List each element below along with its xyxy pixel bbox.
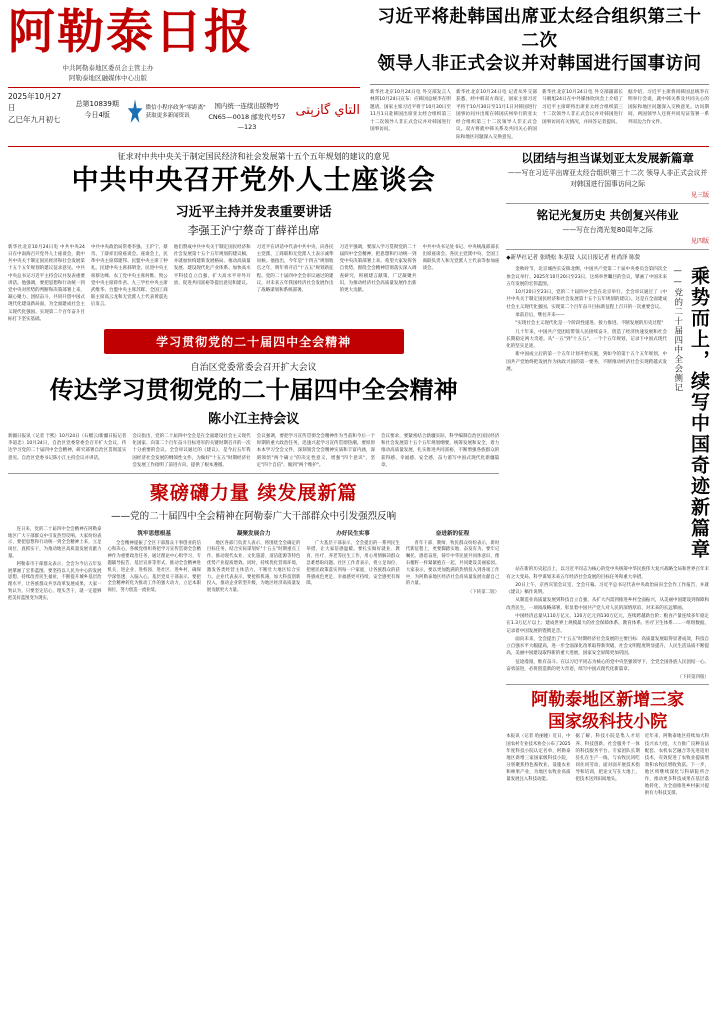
article-column: 中共中央政治局常委李强、王沪宁、蔡奇、丁薛祥出席座谈会。座谈会上，民革中央主席郑建邦、民盟中央主席丁仲礼、民建中央主席郝明金、民进中央主席蔡达峰、农工党中央主席何维、致公党中央主席蒋作君、九三学社中央主席武维华、台盟中央主席苏辉、全国工商联主席高云龙和无党派人士代表黄震先后发言。 — [90, 244, 168, 308]
article-paragraph: 承前启后，继往开来—— — [515, 313, 565, 319]
right-teaser-1-sub: ——写在习近平出席亚太经合组织第三十二次 领导人非正式会议并对韩国进行国事访问之际 — [508, 169, 708, 188]
masthead-meta — [8, 87, 360, 132]
article-column: 会议强调，要把学习宣传贯彻全会精神作为当前和今后一个时期的重大政治任务，迅速兴起学习宣传贯彻热潮。要原原本本学习全会文件，深刻领会全会精神实质和丰富内涵，深刻领悟"两个确立"的决定性意义，增强"四个意识"、坚定"四个自信"、做到"两个维护"。 — [256, 433, 375, 468]
article-column: 中共中央书记处书记、中央统战部部长出席座谈会。各民主党派中央、全国工商联负责人和无党派人士代表等参加座谈会。 — [422, 244, 500, 272]
masthead-left — [8, 6, 360, 141]
article-paragraph: 广大基层干部表示，全会提出的一系列民生举措，让大家倍感温暖。要扎实做好就业、教育、医疗、养老等民生工作，用心用情解决群众急难愁盼问题。社区工作者表示，将立足岗位，把惠民政策落实到每一户家庭，让各族群众的获得感成色更足、幸福感更可持续、安全感更有保障。 — [306, 540, 400, 587]
right-teaser-2-sub: ——写在台湾光复80周年之际 — [562, 226, 653, 235]
continuation-note: （下转第二版） — [467, 590, 500, 596]
article-subheading: 奋进新的征程 — [435, 530, 470, 537]
article-column — [406, 527, 499, 604]
right-teaser-2-page-ref: 见四版 — [690, 237, 709, 245]
article-paragraph: 青年干部、教师、牧民群众纷纷表示，新时代新征程上，更要脚踏实地、奋发有为。要牢记嘱托、感恩奋进，铸牢中华民族共同体意识，像石榴籽一样紧紧抱在一起，共同建设美丽家园。大家表示，要以更加饱满的热情投入到各项工作中，为阿勒泰地区经济社会高质量发展贡献自己的力量。 — [405, 540, 500, 587]
article-column: 会议指出，党的二十届四中全会是在全面建设社会主义现代化国家、向第二个百年奋斗目标进军的关键时期召开的一次十分重要的会议。全会审议通过的《建议》，是今后五年我国经济社会发展的纲领性文件，为做好"十五五"时期经济社会发展工作指明了前进方向、提供了根本遵循。 — [132, 433, 251, 468]
masthead — [8, 6, 709, 141]
teaser-divider — [506, 249, 709, 250]
article-column: 他们赞成中共中央关于制定国民经济和社会发展第十五个五年规划的建议稿，并就加快构建新发展格局、推动高质量发展、建设现代化产业体系、加快高水平科技自立自强、扩大高水平对外开放、促进共同富裕等提出意见和建议。 — [173, 244, 251, 286]
article-subheading: 办好民生实事 — [336, 530, 370, 537]
article-paragraph: 阿勒泰市干部群众表示，全会为今后五年发展擘画了宏伟蓝图。要坚持以人民为中心的发展思想，持续改善民生福祉，不断提升城乡基层治理水平，让各族群众共享改革发展成果。大家一致认为，只要坚定信心、埋头苦干，就一定能够把美好蓝图变为现实。 — [8, 561, 102, 601]
publication-date — [8, 91, 67, 125]
issue-info — [67, 91, 128, 121]
main-story-kicker: 征求对中共中央关于制定国民经济和社会发展第十五个五年规划的建议的意见 — [117, 151, 390, 161]
article-paragraph: 几十年来，中国共产党团结带领人民接续奋斗，创造了经济快速发展和社会长期稳定两大奇迹。从"一五"到"十五五"，一个个五年规划，记录下中国式现代化的坚实足迹。 — [506, 329, 667, 350]
masthead-divider — [8, 146, 709, 147]
main-story-headline: 中共中央召开党外人士座谈会 — [71, 165, 436, 197]
article-column: 习近平强调，要深入学习贯彻党的二十届四中全会精神，把思想和行动统一到党中央决策部署上来。希望大家发挥各自优势，围绕全会精神贯彻落实深入调查研究，积极建言献策，广泛凝聚共识，为推动经济社会高质量发展作出新的更大贡献。 — [339, 244, 417, 293]
story2-sub: 陈小江主持会议 — [208, 411, 300, 427]
article-paragraph: 地区各部门负责人表示，将围绕全会确定的目标任务，结合实际谋划好"十五五"时期重点工作，推动现代农业、文化旅游、清洁能源等特色优势产业提质增效。同时，持续优化营商环境，激发各类经营主体活力，不断壮大地区综合实力。企业代表表示，要抢抓机遇，加大科技创新投入，推动企业转型升级，为地区经济高质量发展贡献更大力量。 — [206, 540, 301, 594]
article-column — [207, 527, 300, 604]
right-byline: ◆新华社记者 张晓松 朱基钗 人民日报记者 杜尚泽 陈贽 — [506, 254, 641, 261]
article-paragraph: 从制造业高质量发展到科技自立自强，从扩大内需到推进乡村全面振兴，从美丽中国建设到保障和改善民生，一项项战略部署，彰显着中国共产党人对人民的深情厚谊、对未来的长远擘画。 — [506, 598, 709, 611]
story2-headline: 传达学习贯彻党的二十届四中全会精神 — [49, 374, 458, 404]
story2-columns — [8, 433, 499, 469]
main-story-sub-2: 李强王沪宁蔡奇丁薛祥出席 — [187, 223, 320, 237]
star-icon — [127, 99, 142, 125]
lead-column: 新华社北京10月24日电 外交部发言人林剑10月24日宣布：应韩国总统李在明邀请，国家主席习近平将于10月30日至11月1日赴韩国出席亚太经合组织第三十二次领导人非正式会议并对韩国进行国事访问。 — [370, 89, 451, 133]
lead-headline-line-2: 领导人非正式会议并对韩国进行国事访问 — [377, 54, 702, 75]
story3-headline: 聚磅礴力量 续发展新篇 — [149, 481, 358, 504]
teaser-divider — [506, 203, 709, 204]
story3-columns — [8, 527, 499, 604]
vertical-headline: 乘势而上，续写中国奇迹新篇章 — [688, 266, 710, 561]
badge-text: 微信小程序政务"零距离" 获取更多新闻资讯 — [145, 104, 206, 120]
newspaper-title: 阿勒泰日报 — [8, 5, 253, 60]
story3-sub: ——党的二十届四中全会精神在阿勒泰广大干部群众中引发强烈反响 — [111, 510, 397, 522]
continuation-note: （下转第四版） — [677, 675, 709, 681]
lead-column: 新华社北京10月24日电 记者从外交部获悉，经中韩双方商定，国家主席习近平将于10月30日至11月1日对韩国进行国事访问并出席在韩国庆州举行的亚太经合组织第三十二次领导人非正式会议。双方将就中韩关系及共同关心的国际和地区问题深入交换意见。 — [456, 89, 537, 140]
article-column — [306, 527, 399, 604]
right-teaser-1-page-ref: 见三版 — [690, 191, 709, 199]
article-paragraph: 金秋时节，北京城西长安街北侧，中国共产党第二十届中央委员会第四次全体会议举行。2025年10月20日至23日，这场举世瞩目的会议，擘画了中国未来五年发展的宏伟蓝图。 — [506, 267, 667, 287]
section-banner: 学习贯彻党的二十届四中全会精神 — [104, 329, 404, 354]
registration-info: 国内统一连续出版物号CN65—0018 邮发代号57—123 — [208, 102, 286, 131]
article-column — [8, 527, 101, 604]
article-paragraph: 中国经济总量从110万亿元、120万亿元到130万亿元，连续跨越新台阶；粮食产量连续多年稳定在1.3万亿斤以上；建成世界上规模最大的社会保障体系、教育体系、医疗卫生体系……一组组数据，记录着中国发展的铿锵足音。 — [506, 614, 709, 634]
vertical-subheadline: ——党的二十届四中全会侧记 — [672, 266, 683, 393]
article-column: 会议要求，要紧密结合新疆实际，科学编制自治区国民经济和社会发展第十五个五年规划纲要，统筹发展和安全，着力推动高质量发展，扎实推进共同富裕，不断增强各族群众的获得感、幸福感、安全感，奋力谱写中国式现代化新疆篇章。 — [380, 433, 500, 468]
article-column — [107, 527, 200, 604]
article-subheading: 筑牢思想根基 — [137, 530, 171, 537]
article-column: 新华社北京10月24日电 中共中央24日在中南海召开党外人士座谈会，就中共中央关于制定国民经济和社会发展第十五个五年规划的建议征求意见。中共中央总书记习近平主持会议并发表重要讲话。他强调，要把思想和行动统一到党中央对形势的判断和决策部署上来，凝心聚力、团结奋斗，共同开创中国式现代化建设新局面，为全面建成社会主义现代化强国、实现第二个百年奋斗目标打下坚实基础。 — [8, 244, 85, 322]
bottom-headline-line-2: 国家级科技小院 — [548, 712, 668, 733]
article-paragraph: 连日来，党的二十届四中全会精神在阿勒泰地区广大干部群众中引发热烈反响。大家纷纷表示，要把思想和行动统一到全会精神上来，立足岗位、真抓实干，为推动地区高质量发展贡献力量。 — [8, 526, 102, 559]
story2-kicker: 自治区党委常委会召开扩大会议 — [190, 362, 317, 373]
article-paragraph: 新中国成立后的第一个五年计划开始实施，到如今的第十五个五年规划，中国共产党始终把发展作为执政兴国的第一要务，不断推动经济社会实现跨越式发展。 — [506, 352, 667, 372]
right-divider — [506, 684, 709, 685]
article-subheading: 凝聚发展合力 — [236, 530, 271, 537]
article-column: 习近平在讲话中代表中共中央，向各民主党派、工商联和无党派人士表示诚挚问候。他指出，今年是"十四五"规划收官之年，明年将开启"十五五"规划新征程。党的二十届四中全会审议通过的建议，对未来五年我国经济社会发展作出了战略谋划和系统部署。 — [256, 244, 334, 293]
article-column: 据了解，科技小院是集人才培养、科技创新、社会服务于一体的科技服务平台。专家团队长期驻扎在生产一线，与农牧民同吃同住同劳动，面对面开展技术指导和培训，把论文写在大地上，把技术送到田间地头。 — [575, 734, 640, 782]
bottom-story-headline — [506, 689, 709, 733]
article-column: 近年来，阿勒泰地区持续加大科技兴农力度，大力推广良种良法配套、农机农艺融合等先进适用技术，有效促进了农牧业提质增效和农牧民增收致富。下一步，地区将继续深化与科研院所合作，推动更多科技成果在基层落地转化，为全面推进乡村振兴提供有力科技支撑。 — [644, 734, 709, 796]
bottom-headline-line-1: 阿勒泰地区新增三家 — [531, 690, 685, 711]
article-paragraph: 面向未来，全会提出了"十五五"时期经济社会发展的主要目标：高质量发展取得显著成效，科技自立自强水平大幅提高，进一步全面深化改革取得新突破，社会文明程度明显提升，人民生活品质不断提高，美丽中国建设取得新的重大进展，国家安全屏障更加巩固。 — [506, 636, 709, 657]
lead-body — [370, 84, 709, 141]
page-count: 今日4版 — [84, 111, 110, 120]
main-story-columns — [8, 244, 499, 323]
article-column: 新疆日报讯（记者 于熙）10月24日（石榴云/新疆日报记者 李道忠）10月24日，自治区党委常委会召开扩大会议，传达学习党的二十届四中全会精神，研究部署自治区贯彻落实意见。自治区党委书记陈小江主持会议并讲话。 — [8, 433, 127, 461]
lead-column: 新华社北京10月24日电 外交部副部长马朝旭24日在中外媒体吹风会上介绍了习近平主席即将出席亚太经合组织第三十二次领导人非正式会议并对韩国进行国事访问有关情况，并回答记者提问。 — [542, 89, 623, 125]
right-teaser-2-headline[interactable]: 铭记光复历史 共创复兴伟业 — [536, 207, 679, 222]
right-zone — [506, 151, 709, 797]
lead-story — [366, 6, 709, 141]
article-column: 本报讯（记者 哈丽娅）近日，中国农村专业技术协会公布了2025年度科技小院认定名单，阿勒泰地区新增三家国家级科技小院，分别聚焦特色畜牧业、设施农业和林果产业，为地区农牧业高质量发展注入科技动能。 — [506, 734, 571, 782]
left-zone — [8, 151, 499, 797]
bottom-story-columns — [506, 733, 709, 796]
date-lunar: 乙巳年九月初七 — [8, 114, 61, 124]
vertical-feature — [506, 266, 709, 566]
page-content — [8, 151, 709, 797]
article-paragraph: 站在新的历史起点上，以习近平同志为核心的党中央统筹中华民族伟大复兴战略全局和世界百年未有之大变局，科学谋划未来五年经济社会发展的目标任务和重大举措。 — [506, 567, 709, 580]
lead-column: 据介绍，习近平主席将同韩国总统李在明举行会谈，就中韩关系及共同关心的国际和地区问题深入交换意见。访问期间，两国领导人还将共同见证签署一系列双边合作文件。 — [628, 89, 709, 125]
article-paragraph: 征途漫漫，惟有奋斗。在以习近平同志为核心的党中央坚强领导下，全党全国各族人民团结一心、奋勇前进，必将创造新的更大奇迹，续写中国式现代化新篇章。 — [506, 659, 709, 672]
wechat-miniprogram-badge[interactable] — [127, 95, 207, 129]
issue-number: 总第10839期 — [75, 100, 119, 109]
article-paragraph: "实现社会主义现代化是一个阶段性递进、接力推进、不断发展的历史过程" — [515, 321, 664, 327]
article-paragraph: 10月20日至23日，党的二十届四中全会在北京举行。全会审议通过了《中共中央关于制定国民经济和社会发展第十五个五年规划的建议》。这是在全面建成社会主义现代化强国、实现第二个百年奋斗目标新征程上召开的一次重要会议。 — [506, 290, 667, 310]
story-divider — [8, 473, 499, 474]
publisher-info — [8, 64, 208, 83]
vertical-body — [506, 266, 667, 566]
main-story-sub-1: 习近平主持并发表重要讲话 — [175, 204, 332, 220]
publisher-line-1: 中共阿勒泰地区委员会主管主办 — [62, 64, 154, 73]
publisher-line-2: 阿勒泰地区融媒体中心出版 — [69, 73, 147, 82]
arabic-title: التاي گازېتى — [295, 103, 361, 119]
lead-headline-line-1: 习近平将赴韩国出席亚太经合组织第三十二次 — [377, 7, 702, 51]
lead-headline — [370, 6, 709, 77]
right-teaser-1-headline[interactable]: 以团结与担当谋划亚太发展新篇章 — [521, 150, 694, 165]
article-paragraph: 全会精神提振了全区干部群众干事创业的信心和决心。各级党组织将把学习宣传贯彻全会精神作为重要政治任务，通过理论中心组学习、专题辅导报告、基层宣讲等形式，推动全会精神进机关、进企业、进校园、进社区、进乡村，确保学深悟透、入脑入心。基层党员干部表示，要把全会精神转化为推动工作的强大动力，立足本职岗位，努力创造一流业绩。 — [107, 540, 201, 594]
article-paragraph: 20日上午，京西宾馆会议室，全会开幕。习近平总书记代表中央政治局向全会作工作报告，并就《建议》稿作说明。 — [506, 582, 709, 596]
date-gregorian: 2025年10月27日 — [8, 92, 62, 113]
